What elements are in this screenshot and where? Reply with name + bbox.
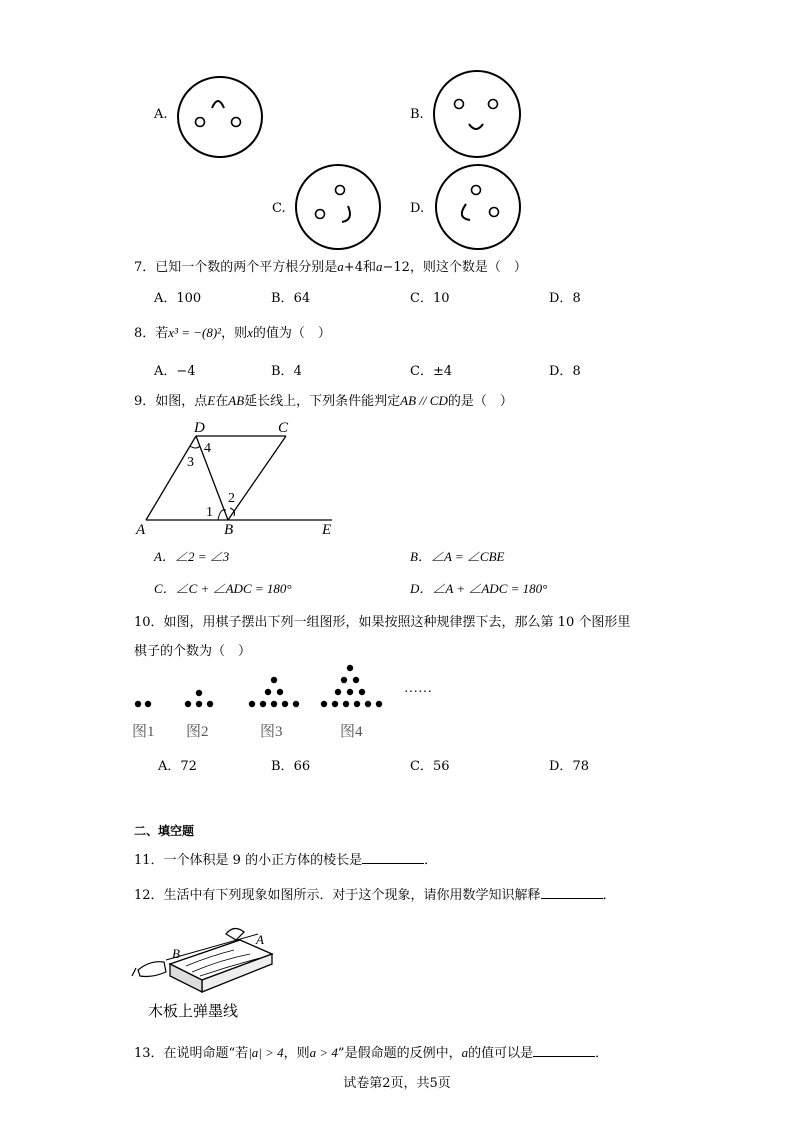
q7-option-c-label: C． — [410, 291, 433, 306]
label-4: 4 — [204, 441, 211, 456]
q13-number: 13． — [134, 1046, 164, 1061]
q9-option-d-label: D． — [410, 581, 433, 596]
q9-option-c-label: C． — [154, 581, 176, 596]
q12-text: 生活中有下列现象如图所示．对于这个现象，请你用数学知识解释 — [163, 888, 541, 903]
q10-option-a — [158, 755, 197, 774]
q13-text-mid2: ”是假命题的反例中， — [337, 1046, 462, 1061]
q7-option-a-value: 100 — [176, 291, 202, 306]
q9-option-b-label: B． — [410, 549, 431, 564]
q9-option-c-value: ∠C + ∠ADC = 180° — [175, 581, 292, 596]
q9-parallel: AB // CD — [400, 393, 448, 408]
q8-option-c-value: ±4 — [432, 364, 453, 379]
q9-text2: 在 — [215, 394, 229, 409]
q10-option-b-value: 66 — [293, 759, 311, 774]
q13-text-mid: ，则 — [283, 1046, 310, 1061]
q13-answer-blank[interactable] — [533, 1044, 595, 1057]
q11-end: ． — [424, 853, 438, 868]
q13-expr: a > 4 — [309, 1045, 338, 1060]
q11-text: 一个体积是 9 的小正方体的棱长是 — [163, 853, 363, 868]
q7-option-d-value: 8 — [572, 291, 581, 306]
q9-option-a-value: ∠2 = ∠3 — [174, 549, 230, 564]
q11-answer-blank[interactable] — [362, 851, 424, 864]
q13-end: ． — [595, 1046, 609, 1061]
q7-option-b-value: 64 — [293, 291, 311, 306]
q8-option-b-label: B． — [271, 364, 294, 379]
q9-option-a — [154, 546, 229, 565]
q12-label-b: B — [172, 946, 180, 961]
q7-and: 和 — [362, 260, 376, 275]
label-c: C — [278, 420, 289, 436]
q12-answer-blank[interactable] — [541, 886, 603, 899]
q9-text4: 的是（ ） — [447, 394, 513, 409]
q10-caption-4: 图4 — [340, 724, 363, 740]
q13-text-post: 的值可以是 — [468, 1046, 534, 1061]
question-11 — [134, 849, 437, 868]
q13-abs-expr: |a| > 4 — [248, 1045, 284, 1060]
face-c-figure — [292, 162, 384, 252]
q8-equation: x³ = −(8)² — [168, 325, 222, 340]
question-10-line2: 棋子的个数为（ ） — [134, 644, 252, 659]
q9-text: 如图，点 — [155, 394, 208, 409]
q8-text-mid: ，则 — [221, 326, 248, 341]
q10-option-d-label: D． — [549, 759, 573, 774]
q6-option-c-label: C. — [272, 201, 286, 216]
q8-option-d-label: D． — [549, 364, 573, 379]
line-ad — [146, 436, 196, 520]
angle-arc-d — [190, 446, 200, 448]
label-e: E — [322, 522, 332, 538]
line-cb — [228, 436, 286, 520]
page-footer: 试卷第2页，共5页 — [343, 1076, 451, 1091]
q7-option-c-value: 10 — [432, 291, 450, 306]
q8-text-post: 的值为（ ） — [252, 326, 331, 341]
q12-end: ． — [602, 888, 616, 903]
q10-option-a-label: A． — [158, 759, 181, 774]
q9-option-a-label: A． — [154, 549, 175, 564]
q7-option-b — [271, 287, 310, 306]
q10-caption-3: 图3 — [260, 724, 283, 740]
q7-number: 7． — [134, 260, 156, 275]
q6-option-a-label: A. — [154, 107, 168, 122]
q8-option-d-value: 8 — [572, 364, 581, 379]
q6-option-b-label: B. — [410, 107, 424, 122]
label-d: D — [194, 420, 205, 436]
question-8 — [134, 322, 331, 341]
q9-option-b-value: ∠A = ∠CBE — [430, 549, 505, 564]
q8-number: 8． — [134, 326, 156, 341]
q8-option-b — [271, 360, 302, 379]
label-1: 1 — [206, 505, 213, 520]
q10-ellipsis: …… — [404, 681, 432, 696]
q8-option-c-label: C． — [410, 364, 433, 379]
label-3: 3 — [187, 455, 194, 470]
question-12 — [134, 884, 616, 903]
q8-option-a — [154, 360, 196, 379]
q9-geometry-figure — [130, 412, 350, 540]
q10-option-a-value: 72 — [180, 759, 197, 774]
q7-text-pre: 已知一个数的两个平方根分别是 — [155, 260, 338, 275]
q10-number: 10． — [134, 615, 164, 630]
q9-number: 9． — [134, 394, 156, 409]
q13-text-pre: 在说明命题“若 — [163, 1046, 249, 1061]
q13-var: a — [461, 1045, 469, 1060]
q9-text3: 延长线上，下列条件能判定 — [244, 394, 401, 409]
q7-option-a-label: A． — [154, 291, 177, 306]
q8-option-c — [410, 360, 452, 379]
q10-option-d-value: 78 — [572, 759, 589, 774]
q8-option-a-value: −4 — [176, 364, 196, 379]
label-2: 2 — [228, 491, 235, 506]
question-7 — [134, 256, 527, 275]
q10-line1: 如图，用棋子摆出下列一组图形，如果按照这种规律摆下去，那么第 10 个图形里 — [163, 615, 631, 630]
q7-option-d-label: D． — [549, 291, 573, 306]
q9-option-d — [410, 578, 547, 597]
q7-expr1-var: a — [337, 259, 344, 274]
q10-caption-2: 图2 — [186, 724, 209, 740]
q9-point-e: E — [207, 393, 216, 408]
section-title: 二、填空题 — [134, 824, 195, 838]
face-b-figure — [430, 68, 524, 160]
q8-text-pre: 若 — [155, 326, 169, 341]
q7-expr2-const: −12 — [382, 260, 410, 275]
q7-option-d — [549, 287, 581, 306]
q8-var: x — [247, 325, 253, 340]
q7-expr1-const: +4 — [343, 260, 363, 275]
question-10 — [134, 611, 630, 630]
q10-option-c-value: 56 — [432, 759, 450, 774]
q12-number: 12． — [134, 888, 164, 903]
q8-option-b-value: 4 — [293, 364, 302, 379]
q12-label-a: A — [256, 932, 264, 947]
q9-ab: AB — [228, 393, 245, 408]
q7-expr2-var: a — [375, 259, 383, 274]
q10-option-b — [271, 755, 310, 774]
q12-figure-caption: 木板上弹墨线 — [148, 1004, 239, 1020]
q7-option-a — [154, 287, 201, 306]
q9-option-b — [410, 546, 505, 565]
q10-option-c-label: C． — [410, 759, 433, 774]
q7-option-b-label: B． — [271, 291, 294, 306]
q9-option-d-value: ∠A + ∠ADC = 180° — [432, 581, 548, 596]
q7-text-post: ，则这个数是（ ） — [409, 260, 527, 275]
label-b: B — [224, 522, 234, 538]
label-a: A — [136, 522, 146, 538]
q10-pattern-figure — [128, 660, 458, 742]
face-a-figure — [174, 74, 266, 160]
q7-option-c — [410, 287, 450, 306]
question-9 — [134, 390, 513, 409]
q10-option-d — [549, 755, 589, 774]
q12-wood-figure — [130, 920, 290, 1024]
q6-option-d-label: D. — [410, 201, 425, 216]
question-13 — [134, 1042, 608, 1061]
q8-option-a-label: A． — [154, 364, 177, 379]
q10-option-b-label: B． — [271, 759, 294, 774]
q10-option-c — [410, 755, 450, 774]
face-d-figure — [432, 162, 524, 252]
q10-caption-1: 图1 — [132, 724, 155, 740]
q8-option-d — [549, 360, 581, 379]
q11-number: 11． — [134, 853, 164, 868]
q9-option-c — [154, 578, 292, 597]
